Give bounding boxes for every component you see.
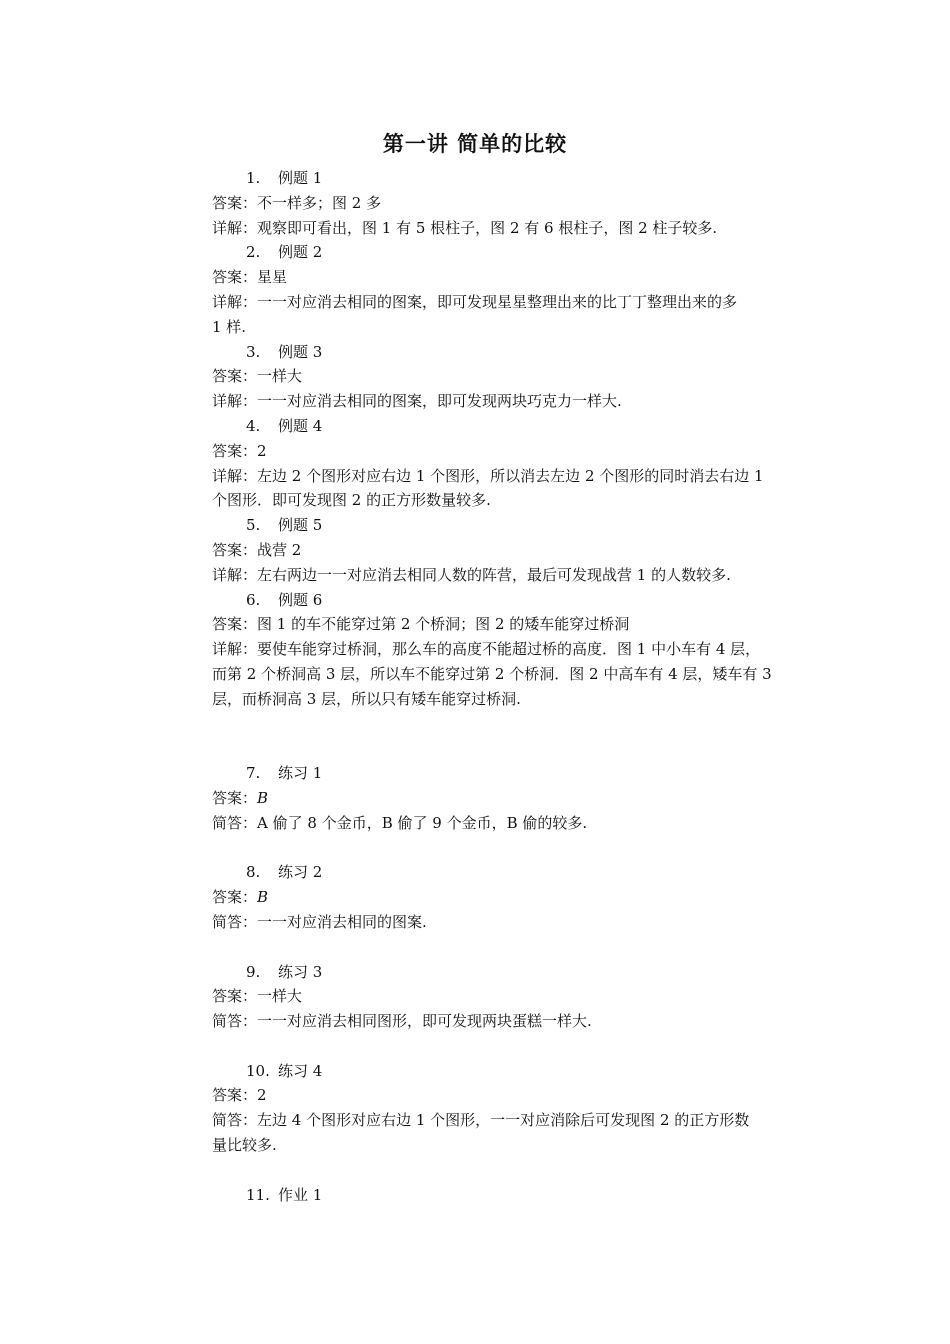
- problem-heading: 5. 例题 5: [246, 516, 323, 535]
- problem-heading: 11. 作业 1: [246, 1185, 323, 1204]
- detail-line-continued: 量比较多.: [212, 1136, 277, 1155]
- spacer: [212, 935, 812, 960]
- detail-line: 详解：一一对应消去相同的图案，即可发现两块巧克力一样大.: [212, 392, 622, 411]
- answer-line: 答案：图 1 的车不能穿过第 2 个桥洞；图 2 的矮车能穿过桥洞: [212, 615, 630, 634]
- answer-line: 答案：星星: [212, 268, 288, 287]
- detail-line: 简答：A 偷了 8 个金币，B 偷了 9 个金币，B 偷的较多.: [212, 813, 588, 832]
- answer-list: [212, 166, 812, 1207]
- answer-line: 答案：2: [212, 441, 267, 460]
- spacer: [212, 836, 812, 861]
- answer-line: 答案：B: [212, 788, 269, 807]
- detail-line: 详解：左右两边一一对应消去相同人数的阵营，最后可发现战营 1 的人数较多.: [212, 565, 731, 584]
- answer-line: 答案：2: [212, 1086, 267, 1105]
- page-title: 第一讲 简单的比较: [382, 132, 568, 156]
- detail-line: 详解：左边 2 个图形对应右边 1 个图形，所以消去左边 2 个图形的同时消去右边 1: [212, 466, 764, 485]
- spacer: [212, 1034, 812, 1059]
- spacer: [212, 736, 812, 761]
- detail-line: 简答：一一对应消去相同的图案.: [212, 912, 427, 931]
- answer-line: 答案：一样大: [212, 987, 303, 1006]
- answer-line: 答案：不一样多；图 2 多: [212, 193, 382, 212]
- problem-heading: 7. 练习 1: [246, 764, 323, 783]
- detail-line-continued: 层，而桥洞高 3 层，所以只有矮车能穿过桥洞.: [212, 689, 521, 708]
- answer-line: 答案：战营 2: [212, 540, 302, 559]
- answer-line: 答案：B: [212, 888, 269, 907]
- problem-heading: 8. 练习 2: [246, 863, 323, 882]
- detail-line-continued: 个图形．即可发现图 2 的正方形数量较多.: [212, 491, 491, 510]
- problem-heading: 6. 例题 6: [246, 590, 323, 609]
- detail-line: 简答：左边 4 个图形对应右边 1 个图形，一一对应消除后可发现图 2 的正方形数: [212, 1111, 750, 1130]
- spacer: [212, 712, 812, 737]
- problem-heading: 1. 例题 1: [246, 169, 323, 187]
- problem-heading: 2. 例题 2: [246, 243, 323, 262]
- problem-heading: 4. 例题 4: [246, 416, 323, 435]
- detail-line: 详解：要使车能穿过桥洞，那么车的高度不能超过桥的高度．图 1 中小车有 4 层，: [212, 640, 761, 659]
- answer-line: 答案：一样大: [212, 367, 303, 386]
- problem-heading: 3. 例题 3: [246, 342, 323, 361]
- detail-line-continued: 而第 2 个桥洞高 3 层，所以车不能穿过第 2 个桥洞．图 2 中高车有 4 层，矮车有 3: [212, 664, 772, 683]
- detail-line: 简答：一一对应消去相同图形，即可发现两块蛋糕一样大.: [212, 1012, 592, 1031]
- detail-line: 详解：一一对应消去相同的图案，即可发现星星整理出来的比丁丁整理出来的多: [212, 292, 738, 311]
- problem-heading: 9. 练习 3: [246, 962, 323, 981]
- spacer: [212, 1158, 812, 1183]
- detail-line-continued: 1 样.: [212, 317, 247, 336]
- problem-heading: 10. 练习 4: [246, 1061, 323, 1080]
- detail-line: 详解：观察即可看出，图 1 有 5 根柱子，图 2 有 6 根柱子，图 2 柱子较多.: [212, 218, 718, 237]
